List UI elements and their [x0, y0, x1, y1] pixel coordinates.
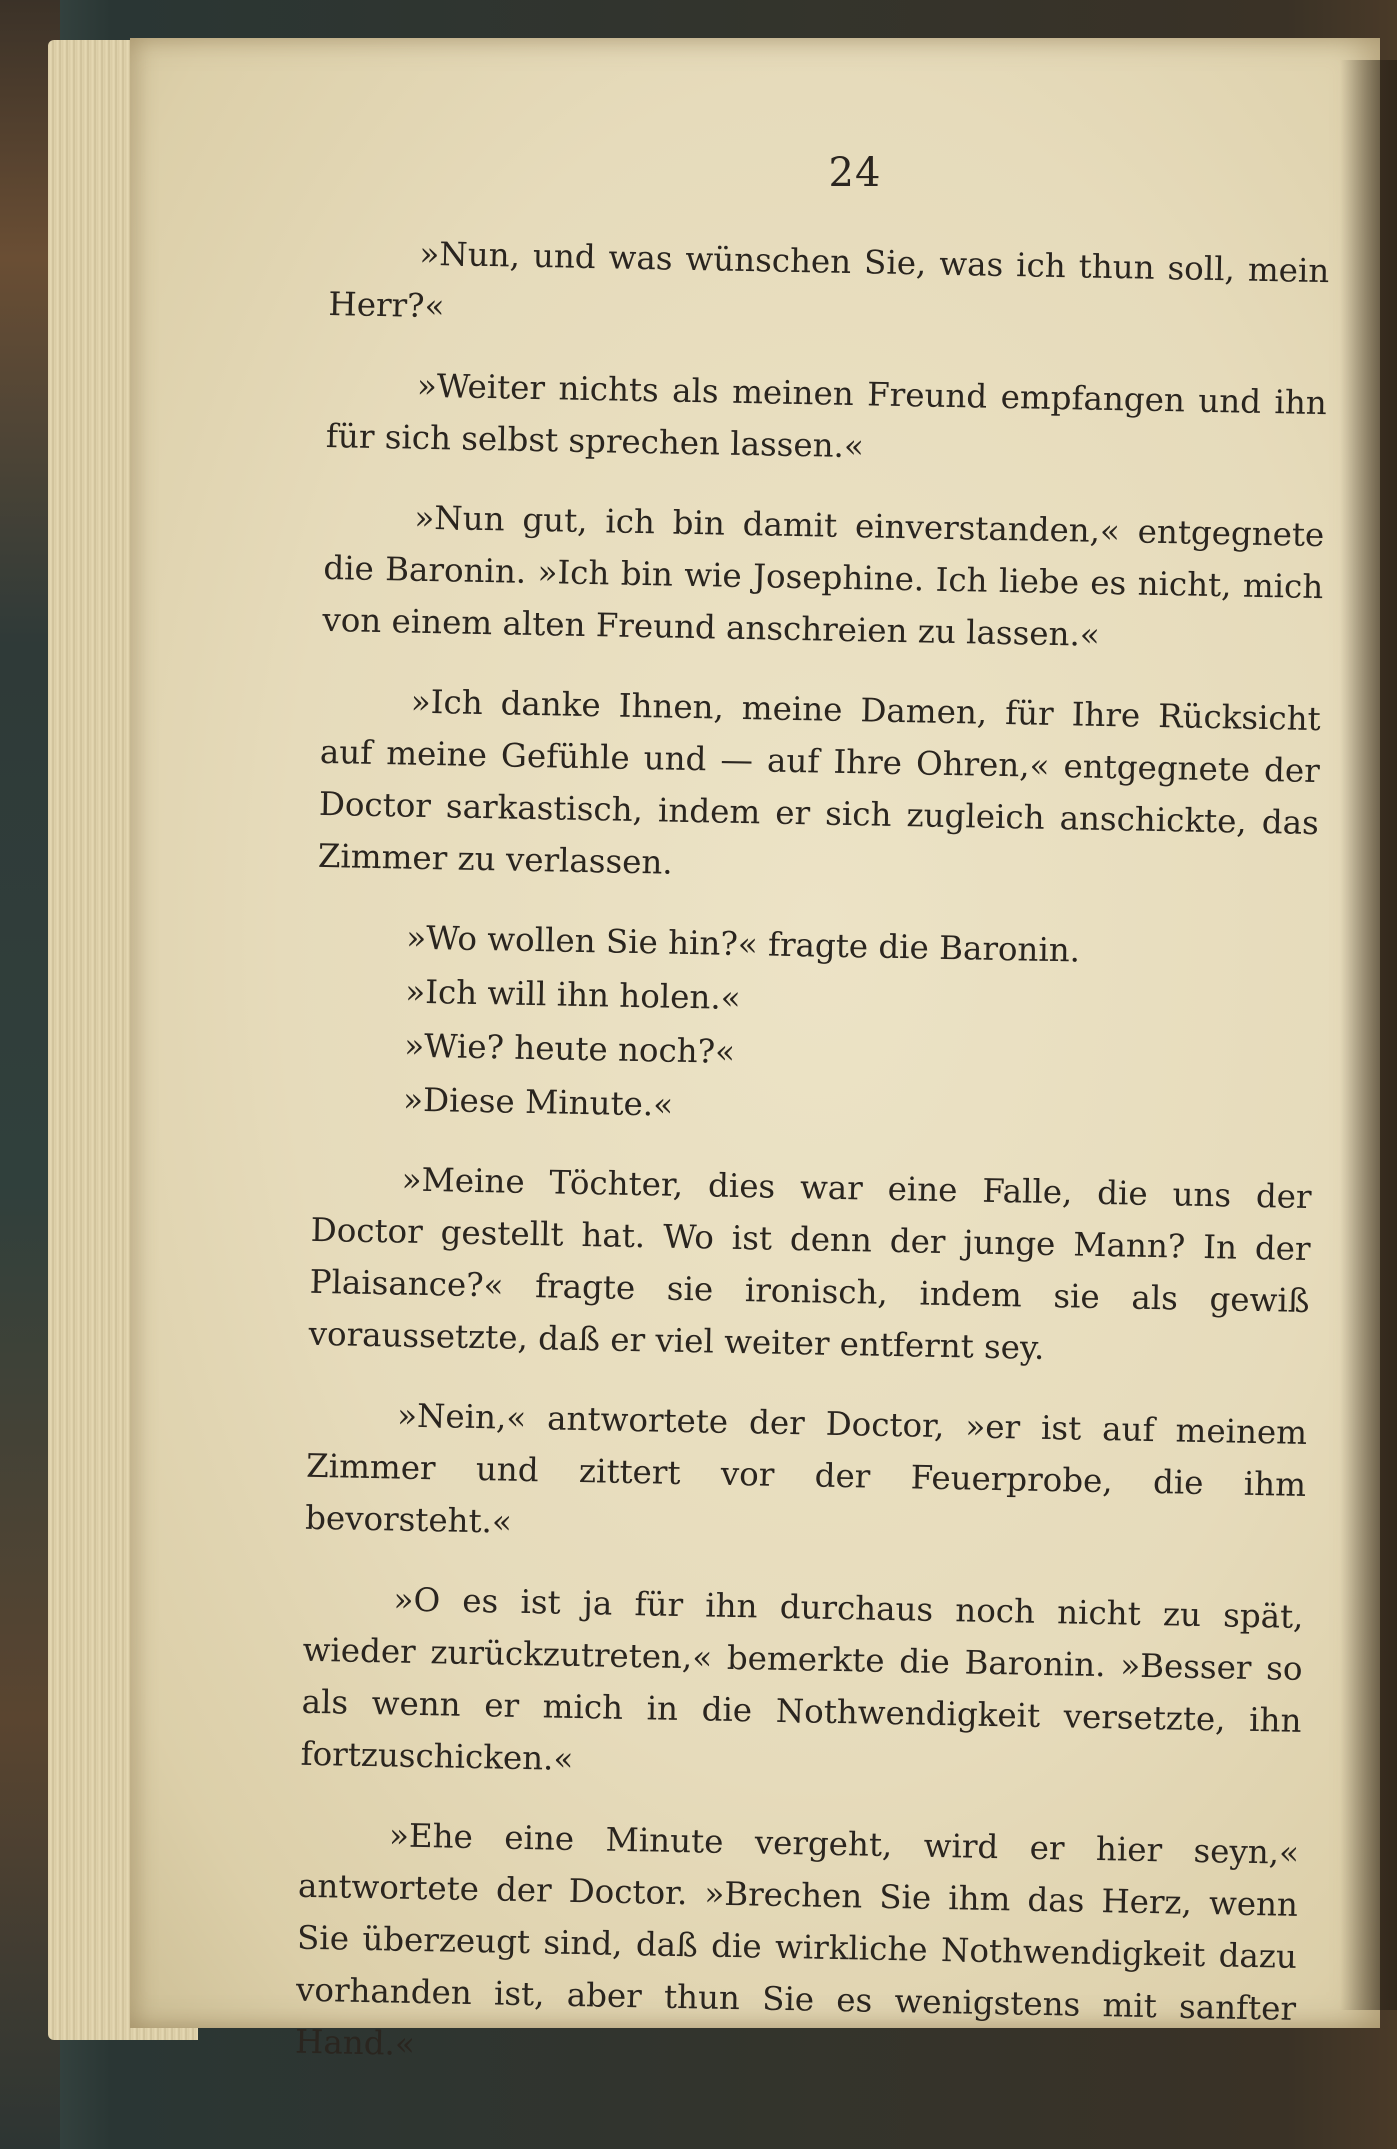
paragraph: »Wo wollen Sie hin?« fragte die Baronin. — [405, 918, 1081, 970]
paragraph: »Wie? heute noch?« — [403, 1026, 736, 1071]
paragraph: »Nein,« antwortete der Doctor, »er ist auf meinem Zimmer und zittert vor der Feuerprobe, die ihm bevorsteht.« — [304, 1396, 1308, 1541]
page-gutter-shadow — [1340, 60, 1397, 2010]
paragraph: »Ehe eine Minute vergeht, wird er hier seyn,« antwortete der Doctor. »Brechen Sie ihm das Herz, wenn Sie überzeugt sind, daß die wirkliche Nothwendigkeit dazu vorhanden ist, aber thun Sie es wenigstens mit sanfter Hand.« — [294, 1816, 1300, 2063]
paragraph: »Meine Töchter, dies war eine Falle, die uns der Doctor gestellt hat. Wo ist denn der junge Mann? In der Plaisance?« fragte sie ironisch, indem sie als gewiß voraussetzte, daß er viel weiter entfernt sey. — [308, 1160, 1312, 1367]
paragraph: »Nun, und was wünschen Sie, was ich thun soll, mein Herr?« — [328, 234, 1330, 326]
paragraph: »Nun gut, ich bin damit einverstanden,« entgegnete die Baronin. »Ich bin wie Josephine. Ich liebe es nicht, mich von einem alten Freund anschreien zu lassen.« — [322, 498, 1325, 654]
paragraph: »O es ist ja für ihn durchaus noch nicht zu spät, wieder zurückzutreten,« bemerkte die Baronin. »Besser so als wenn er mich in die Nothwendigkeit versetzte, ihn fortzuschicken.« — [300, 1580, 1304, 1778]
paragraph: »Ich will ihn holen.« — [404, 972, 742, 1018]
paragraph: »Diese Minute.« — [402, 1080, 674, 1124]
page-text — [295, 226, 1330, 2087]
page-number: 24 — [828, 150, 882, 196]
paragraph: »Weiter nichts als meinen Freund empfangen und ihn für sich selbst sprechen lassen.« — [325, 366, 1328, 466]
paragraph: »Ich danke Ihnen, meine Damen, für Ihre Rücksicht auf meine Gefühle und — auf Ihre Ohren,« entgegnete der Doctor sarkastisch, indem er sich zugleich anschickte, das Zimmer zu verlassen. — [317, 682, 1322, 882]
